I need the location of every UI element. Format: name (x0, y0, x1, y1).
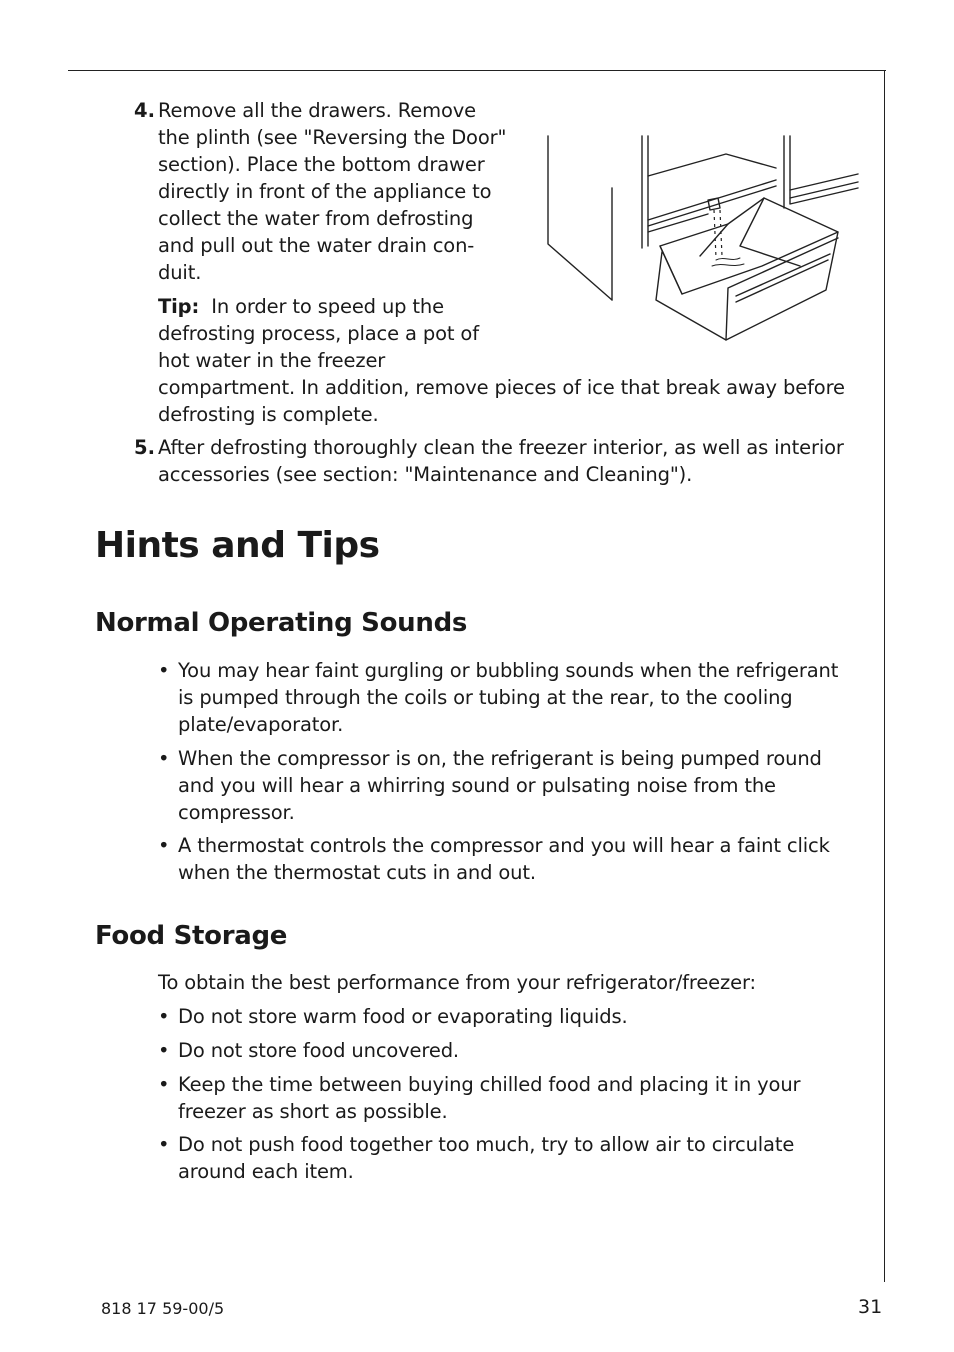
step-4-line: collect the water from defrosting (158, 207, 474, 230)
section-heading-sounds: Normal Operating Sounds (95, 608, 468, 638)
right-rule (884, 70, 885, 1282)
tip-line: compartment. In addition, remove pieces of ice that break away before (158, 376, 845, 399)
sounds-item-line: A thermostat controls the compressor and you will hear a faint click (178, 834, 830, 857)
step-4-number: 4. (134, 99, 155, 122)
storage-intro: To obtain the best performance from your refrigerator/freezer: (158, 971, 756, 994)
storage-item-line: Do not store food uncovered. (178, 1039, 459, 1062)
bullet-glyph: • (158, 1039, 170, 1062)
tip-label: Tip: (158, 295, 200, 318)
storage-item-line: freezer as short as possible. (178, 1100, 448, 1123)
bullet-glyph: • (158, 659, 170, 682)
step-4-line: the plinth (see "Reversing the Door" (158, 126, 507, 149)
sounds-item-line: when the thermostat cuts in and out. (178, 861, 536, 884)
sounds-item-line: You may hear faint gurgling or bubbling sounds when the refrigerant (178, 659, 839, 682)
top-rule (68, 70, 886, 71)
step-5-number: 5. (134, 436, 155, 459)
storage-item-line: around each item. (178, 1160, 354, 1183)
tip-line: hot water in the freezer (158, 349, 386, 372)
document-code: 818 17 59-00/5 (101, 1299, 225, 1318)
bullet-glyph: • (158, 747, 170, 770)
tip-text: In order to speed up the (211, 295, 444, 318)
page-heading: Hints and Tips (95, 525, 380, 566)
sounds-item-line: and you will hear a whirring sound or pulsating noise from the (178, 774, 776, 797)
sounds-item-line: compressor. (178, 801, 295, 824)
step-5-line: accessories (see section: "Maintenance and Cleaning"). (158, 463, 693, 486)
sounds-item-line: is pumped through the coils or tubing at the rear, to the cooling (178, 686, 793, 709)
step-4-line: duit. (158, 261, 202, 284)
step-4-line: directly in front of the appliance to (158, 180, 492, 203)
page-number: 31 (858, 1296, 883, 1318)
bullet-glyph: • (158, 1073, 170, 1096)
bullet-glyph: • (158, 834, 170, 857)
step-5-line: After defrosting thoroughly clean the freezer interior, as well as interior (158, 436, 844, 459)
sounds-item-line: plate/evaporator. (178, 713, 344, 736)
storage-item-line: Do not push food together too much, try to allow air to circulate (178, 1133, 795, 1156)
tip-line: defrosting is complete. (158, 403, 379, 426)
step-4-line: section). Place the bottom drawer (158, 153, 485, 176)
bullet-glyph: • (158, 1005, 170, 1028)
tip-line: defrosting process, place a pot of (158, 322, 479, 345)
storage-item-line: Keep the time between buying chilled food and placing it in your (178, 1073, 801, 1096)
storage-item-line: Do not store warm food or evaporating liquids. (178, 1005, 628, 1028)
section-heading-storage: Food Storage (95, 921, 288, 951)
step-4-line: Remove all the drawers. Remove (158, 99, 477, 122)
tip-line (158, 293, 444, 320)
step-4-line: and pull out the water drain con- (158, 234, 475, 257)
sounds-item-line: When the compressor is on, the refrigerant is being pumped round (178, 747, 822, 770)
defrost-drawer-illustration (540, 128, 862, 344)
bullet-glyph: • (158, 1133, 170, 1156)
